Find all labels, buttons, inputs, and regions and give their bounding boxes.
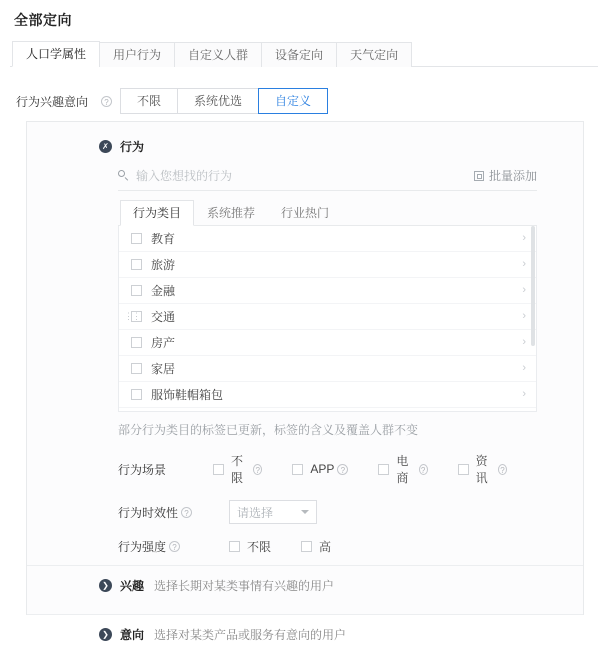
interest-section-header[interactable] [27,565,583,604]
chevron-right-icon[interactable]: › [522,284,526,296]
checkbox[interactable] [213,464,224,475]
subtab-system-recommend[interactable]: 系统推荐 [207,206,256,220]
chevron-right-icon[interactable]: › [522,232,526,244]
behavior-timeliness-label [118,504,213,521]
intent-mode-unlimited[interactable]: 不限 [120,88,178,114]
intention-section-header[interactable] [27,614,583,653]
list-item[interactable] [119,226,536,252]
list-item-label: 服饰鞋帽箱包 [151,388,224,402]
checkbox[interactable] [131,389,142,400]
tab-custom-audience[interactable]: 自定义人群 [174,42,262,67]
intent-mode-system[interactable]: 系统优选 [177,88,259,114]
help-icon[interactable]: ? [419,464,428,475]
scene-option-app[interactable] [292,462,348,476]
tab-device-targeting[interactable]: 设备定向 [261,42,337,67]
checkbox[interactable] [378,464,389,475]
help-icon[interactable]: ? [181,507,192,518]
behavior-intensity-label [118,538,213,555]
list-item-label: 交通 [151,310,176,324]
tab-user-behavior[interactable]: 用户行为 [99,42,175,67]
interest-section-title: 兴趣 [120,578,145,593]
behavior-intensity-text: 行为强度 [118,540,167,554]
checkbox[interactable] [458,464,469,475]
drag-handle-icon[interactable]: ⋮⋮ [124,311,140,321]
behavior-section-body [118,167,537,555]
list-item[interactable] [119,330,536,356]
batch-add-icon [474,171,484,181]
list-item-label: 房产 [151,336,176,350]
timeliness-select[interactable] [229,500,317,524]
behavior-timeliness-text: 行为时效性 [118,505,179,520]
list-item[interactable] [119,304,536,330]
behavior-intent-label: 行为兴趣意向 [16,94,89,109]
list-item-label: 金融 [151,284,176,298]
list-item[interactable] [119,356,536,382]
checkbox[interactable] [229,541,240,552]
category-update-note: 部分行为类目的标签已更新，标签的含义及覆盖人群不变 [118,423,419,437]
behavior-scene-row [118,452,537,486]
scene-option-label: 电商 [396,454,409,485]
intent-mode-group [120,88,327,114]
category-list[interactable] [118,226,537,412]
chevron-right-icon[interactable]: ❯ [99,579,112,592]
tab-demographics[interactable]: 人口学属性 [12,41,100,67]
checkbox[interactable] [131,259,142,270]
behavior-section-header[interactable] [27,134,583,159]
chevron-right-icon[interactable]: › [522,336,526,348]
chevron-right-icon[interactable]: › [522,258,526,270]
intensity-option-label: 不限 [247,540,272,554]
list-scrollbar[interactable] [531,226,535,346]
list-item-label: 旅游 [151,258,176,272]
list-item-label: 教育 [151,232,176,246]
checkbox[interactable] [301,541,312,552]
chevron-down-icon[interactable]: ✗ [99,140,112,153]
behavior-scene-label: 行为场景 [118,462,167,477]
chevron-right-icon[interactable]: › [522,362,526,374]
batch-add-button[interactable] [474,167,537,184]
chevron-right-icon[interactable]: › [522,388,526,400]
batch-add-label: 批量添加 [488,169,537,183]
help-icon[interactable]: ? [337,464,348,475]
intensity-option-high[interactable] [301,538,331,555]
scene-option-label: 资讯 [475,454,488,485]
subtab-behavior-category[interactable]: 行为类目 [120,200,194,226]
scene-option-label: 不限 [231,454,244,485]
behavior-section-title: 行为 [120,140,145,154]
behavior-intent-row [10,67,598,111]
chevron-down-icon [301,510,309,514]
list-item-label: 家居 [151,362,176,376]
help-icon[interactable]: ? [498,464,507,475]
search-box[interactable] [118,169,474,183]
intention-section-desc: 选择对某类产品或服务有意向的用户 [154,627,347,642]
timeliness-select-value: 请选择 [237,505,274,520]
list-item[interactable] [119,382,536,408]
tab-weather-targeting[interactable]: 天气定向 [336,42,412,67]
interest-section-desc: 选择长期对某类事情有兴趣的用户 [154,578,335,593]
chevron-right-icon[interactable]: ❯ [99,628,112,641]
subtab-industry-hot[interactable]: 行业热门 [281,206,330,220]
chevron-right-icon[interactable]: › [522,310,526,322]
list-item[interactable] [119,252,536,278]
intensity-option-label: 高 [319,540,332,554]
scene-option-unlimited[interactable] [213,452,262,486]
search-icon [118,170,129,181]
behavior-search-row [118,167,537,191]
help-icon[interactable]: ? [169,541,180,552]
help-icon[interactable]: ? [101,96,112,107]
behavior-timeliness-row [118,500,537,524]
checkbox[interactable] [131,233,142,244]
behavior-subtabs [118,199,537,226]
scene-option-label: APP [310,462,335,476]
intent-mode-custom[interactable]: 自定义 [258,88,328,114]
main-tabs [10,40,598,67]
behavior-panel [26,121,584,642]
scene-option-ecommerce[interactable] [378,452,427,486]
checkbox[interactable] [131,363,142,374]
page-title: 全部定向 [14,12,72,28]
intensity-option-unlimited[interactable] [229,538,271,555]
intention-section-title: 意向 [120,627,145,642]
checkbox[interactable] [292,464,303,475]
search-input[interactable] [136,169,474,183]
list-item[interactable] [119,278,536,304]
checkbox[interactable] [131,337,142,348]
checkbox[interactable] [131,285,142,296]
behavior-intensity-row [118,538,537,555]
help-icon[interactable]: ? [253,464,262,475]
scene-option-news[interactable] [458,452,507,486]
